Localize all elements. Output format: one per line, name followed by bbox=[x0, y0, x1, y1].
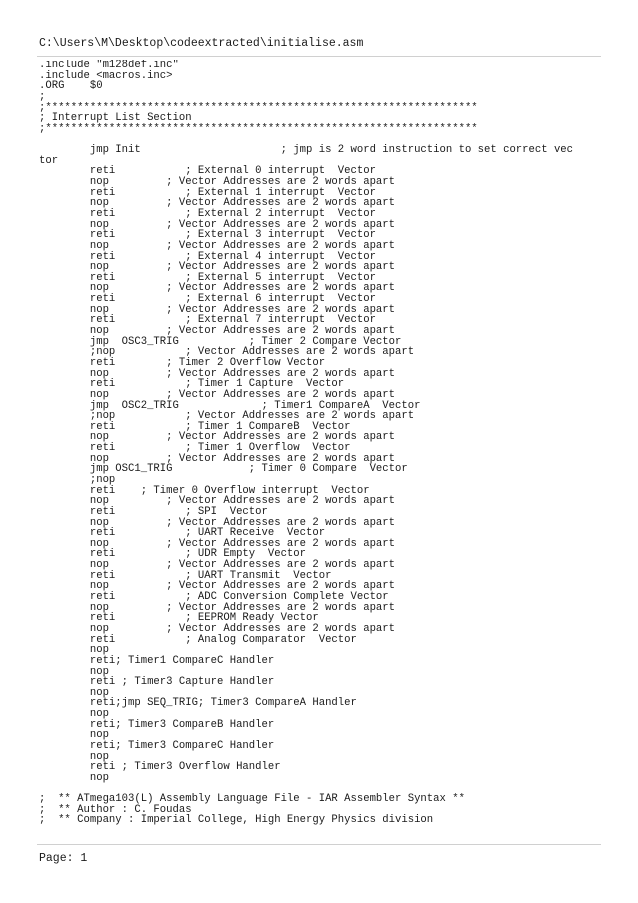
code-line: nop ; Vector Addresses are 2 words apart bbox=[39, 176, 396, 189]
code-line: reti ; External 4 interrupt Vector bbox=[39, 250, 376, 263]
code-line: reti; Timer1 CompareC Handler bbox=[39, 654, 275, 667]
code-line: nop ; Vector Addresses are 2 words apart bbox=[39, 537, 396, 550]
code-line: ; ** Author : C. Foudas bbox=[39, 803, 192, 816]
code-line: reti ; UART Receive Vector bbox=[39, 527, 326, 540]
code-line: jmp OSC3_TRIG ; Timer 2 Compare Vector bbox=[39, 335, 402, 348]
code-line: nop ; Vector Addresses are 2 words apart bbox=[39, 516, 396, 529]
code-line: reti; Timer3 CompareB Handler bbox=[39, 718, 275, 731]
code-line: nop bbox=[39, 644, 109, 657]
code-line: reti ; External 3 interrupt Vector bbox=[39, 229, 376, 242]
header-divider bbox=[37, 56, 601, 57]
code-line: nop ; Vector Addresses are 2 words apart bbox=[39, 559, 396, 572]
code-line: reti ; External 0 interrupt Vector bbox=[39, 165, 376, 178]
code-line: tor bbox=[39, 154, 59, 167]
code-line: .ORG $0 bbox=[39, 80, 103, 93]
code-line: ;nop ; Vector Addresses are 2 words apart bbox=[39, 346, 415, 359]
code-line: reti ; SPI Vector bbox=[39, 505, 268, 518]
code-line: nop ; Vector Addresses are 2 words apart bbox=[39, 325, 396, 338]
code-line: ; ** Company : Imperial College, High Energy Physics division bbox=[39, 814, 434, 827]
code-line: reti ; EEPROM Ready Vector bbox=[39, 612, 319, 625]
code-line: ;******************************************************************** bbox=[39, 101, 478, 114]
code-line: ; Interrupt List Section bbox=[39, 112, 192, 125]
code-line: nop ; Vector Addresses are 2 words apart bbox=[39, 622, 396, 635]
code-line: reti ; UDR Empty Vector bbox=[39, 548, 307, 561]
code-line: .include "m128def.inc" bbox=[39, 60, 179, 71]
code-line: nop ; Vector Addresses are 2 words apart bbox=[39, 495, 396, 508]
code-line: reti ; UART Transmit Vector bbox=[39, 569, 332, 582]
code-line: reti ; Timer3 Overflow Handler bbox=[39, 761, 281, 774]
code-line: ; ** ATmega103(L) Assembly Language File - IAR Assembler Syntax ** bbox=[39, 793, 465, 806]
code-line: reti ; Timer 1 Overflow Vector bbox=[39, 442, 351, 455]
code-line: nop ; Vector Addresses are 2 words apart bbox=[39, 580, 396, 593]
code-line: reti ; External 6 interrupt Vector bbox=[39, 293, 376, 306]
code-line: nop bbox=[39, 729, 109, 742]
code-line: ;nop ; Vector Addresses are 2 words apart bbox=[39, 410, 415, 423]
code-line: nop bbox=[39, 750, 109, 763]
footer-divider bbox=[37, 844, 601, 845]
code-line: reti ; External 2 interrupt Vector bbox=[39, 207, 376, 220]
code-line: reti ; Timer3 Capture Handler bbox=[39, 676, 275, 689]
code-line: nop bbox=[39, 771, 109, 784]
code-line: nop ; Vector Addresses are 2 words apart bbox=[39, 282, 396, 295]
code-line: nop ; Vector Addresses are 2 words apart bbox=[39, 431, 396, 444]
code-line: nop ; Vector Addresses are 2 words apart bbox=[39, 601, 396, 614]
code-line: reti;jmp SEQ_TRIG; Timer3 CompareA Handler bbox=[39, 697, 357, 710]
code-line: ;******************************************************************** bbox=[39, 122, 478, 135]
code-line: reti ; Timer 1 CompareB Vector bbox=[39, 420, 351, 433]
code-line: nop ; Vector Addresses are 2 words apart bbox=[39, 261, 396, 274]
code-line: jmp Init ; jmp is 2 word instruction to set correct vec bbox=[39, 144, 574, 157]
code-line: nop ; Vector Addresses are 2 words apart bbox=[39, 303, 396, 316]
code-line: jmp OSC1_TRIG ; Timer 0 Compare Vector bbox=[39, 463, 408, 476]
code-line: ;nop bbox=[39, 473, 116, 486]
code-line: reti ; Timer 0 Overflow interrupt Vector bbox=[39, 484, 370, 497]
code-line: reti ; ADC Conversion Complete Vector bbox=[39, 591, 389, 604]
code-line: nop bbox=[39, 665, 109, 678]
code-line: nop bbox=[39, 686, 109, 699]
code-line: nop ; Vector Addresses are 2 words apart bbox=[39, 239, 396, 252]
page-number: Page: 1 bbox=[39, 852, 88, 865]
code-line: reti ; Timer 2 Overflow Vector bbox=[39, 356, 326, 369]
code-line: nop ; Vector Addresses are 2 words apart bbox=[39, 197, 396, 210]
code-line: nop ; Vector Addresses are 2 words apart bbox=[39, 218, 396, 231]
code-line: jmp OSC2_TRIG ; Timer1 CompareA Vector bbox=[39, 399, 421, 412]
code-line: nop ; Vector Addresses are 2 words apart bbox=[39, 367, 396, 380]
code-listing bbox=[39, 60, 603, 826]
code-line: reti; Timer3 CompareC Handler bbox=[39, 740, 275, 752]
code-line: reti ; Analog Comparator Vector bbox=[39, 633, 357, 646]
code-line: reti ; External 1 interrupt Vector bbox=[39, 186, 376, 199]
file-path-header: C:\Users\M\Desktop\codeextracted\initialise.asm bbox=[39, 37, 364, 50]
code-line: reti ; External 5 interrupt Vector bbox=[39, 271, 376, 284]
code-line: nop ; Vector Addresses are 2 words apart bbox=[39, 388, 396, 401]
code-line: reti ; Timer 1 Capture Vector bbox=[39, 378, 345, 391]
code-line: ; bbox=[39, 90, 46, 103]
code-line: reti ; External 7 interrupt Vector bbox=[39, 314, 376, 327]
code-line: .include <macros.inc> bbox=[39, 69, 173, 82]
code-line: nop ; Vector Addresses are 2 words apart bbox=[39, 452, 396, 465]
code-line: nop bbox=[39, 708, 109, 721]
